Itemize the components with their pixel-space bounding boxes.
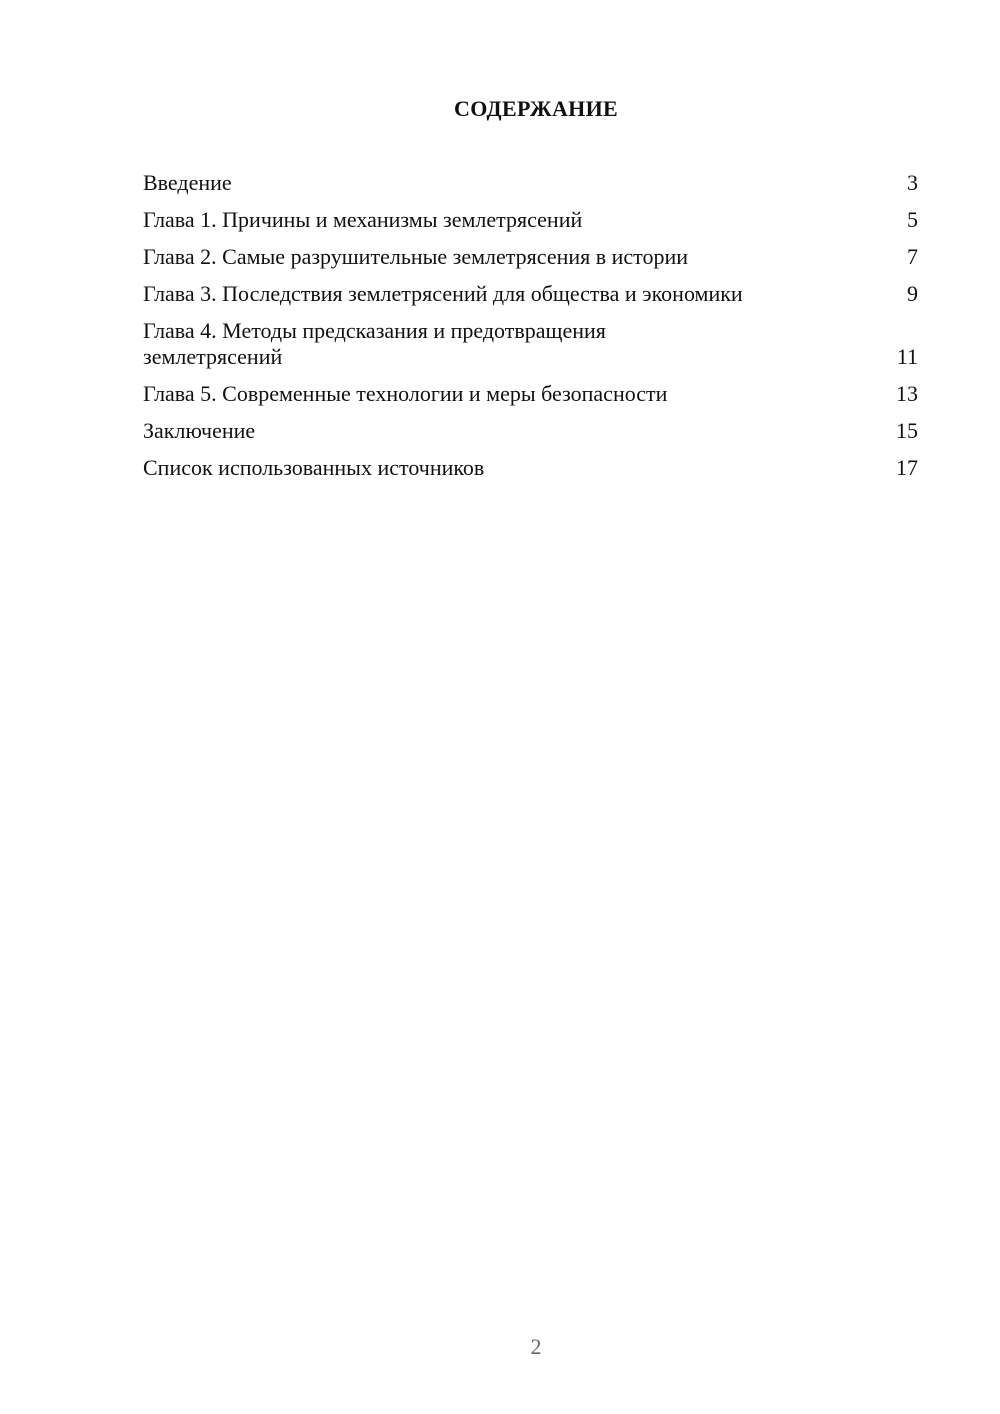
toc-entry-chapter-2 [143,244,918,270]
toc-entry-chapter-5 [143,381,918,407]
toc-entry-label: Глава 5. Современные технологии и меры безопасности [143,381,668,406]
toc-entry-page: 9 [907,281,918,306]
table-of-contents [143,170,918,492]
toc-entry-page: 15 [896,418,918,443]
toc-entry-page: 7 [907,244,918,269]
toc-entry-chapter-3 [143,281,918,307]
page-number: 2 [530,1334,542,1359]
toc-entry-chapter-4 [143,318,918,370]
toc-entry-conclusion [143,418,918,444]
toc-entry-references [143,455,918,481]
toc-entry-label: Введение [143,170,232,195]
toc-entry-label: Глава 1. Причины и механизмы землетрясений [143,207,583,232]
toc-entry-label: Глава 2. Самые разрушительные землетрясения в истории [143,244,689,269]
toc-entry-page: 5 [907,207,918,232]
toc-entry-label: Глава 3. Последствия землетрясений для общества и экономики [143,281,743,306]
toc-entry-chapter-1 [143,207,918,233]
toc-entry-introduction [143,170,918,196]
toc-entry-page: 17 [896,455,918,480]
page-title: СОДЕРЖАНИЕ [454,96,618,121]
toc-entry-page: 3 [907,170,918,195]
toc-entry-page: 11 [896,344,918,369]
toc-entry-label: Заключение [143,418,256,443]
toc-entry-page: 13 [896,381,918,406]
toc-entry-label: Глава 4. Методы предсказания и предотвращения землетрясений [143,318,606,369]
toc-entry-label: Список использованных источников [143,455,485,480]
